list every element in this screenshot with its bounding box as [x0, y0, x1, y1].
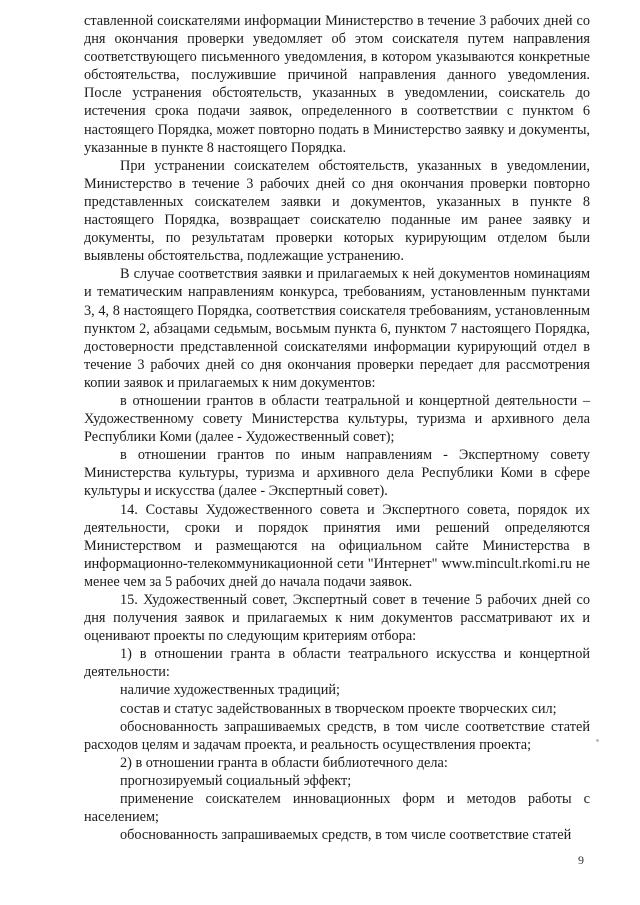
list-item: прогнозируемый социальный эффект; — [120, 772, 352, 789]
paragraph: При устранении соискателем обстоятельств, указанных в уведомлении, Министерство в течение 3 рабочих дней со дня окончания проверки повторно представленных соискателем заявки и документов, указанных в пункте 8 настоящего Порядка, возвращает соискателю поданные им ранее заявку и документы, по результатам проверки которых курирующим отделом были выявлены обстоятельства, подлежащие устранению. — [84, 157, 590, 265]
paragraph-clause-15: 15. Художественный совет, Экспертный совет в течение 5 рабочих дней со дня получения заявок и прилагаемых к ним документов рассматривают их и оценивают проекты по следующим критериям отбора: — [84, 592, 590, 645]
paragraph: в отношении грантов в области театральной и концертной деятельности – Художественному совету Министерства культуры, туризма и архивного дела Республики Коми (далее - Художественный совет); — [84, 392, 590, 446]
list-item: состав и статус задействованных в творческом проекте творческих сил; — [120, 700, 557, 717]
list-item: 1) в отношении гранта в области театрального искусства и концертной деятельности: — [84, 646, 590, 681]
list-item: наличие художественных традиций; — [120, 682, 340, 699]
page-number: 9 — [578, 853, 584, 867]
list-item: обоснованность запрашиваемых средств, в том числе соответствие статей расходов целям и задачам проекта, и реальность осуществления проекта; — [84, 718, 590, 753]
document-body — [84, 12, 590, 844]
scan-speck — [596, 739, 599, 742]
paragraph: в отношении грантов по иным направлениям - Экспертному совету Министерства культуры, туризма и архивного дела Республики Коми в сфере культуры и искусства (далее - Экспертный совет). — [84, 447, 590, 500]
paragraph-continuation: ставленной соискателями информации Министерство в течение 3 рабочих дней со дня окончания проверки уведомляет об этом соискателя путем направления соответствующего письменного уведомления, в котором указываются конкретные обстоятельства, послужившие причиной направления данного уведомления. После устранения обстоятельств, указанных в уведомлении, соискатель до истечения срока подачи заявок, определенного в соответствии с пунктом 6 настоящего Порядка, может повторно подать в Министерство заявку и документы, указанные в пункте 8 настоящего Порядка. — [84, 13, 590, 156]
list-item: применение соискателем инновационных форм и методов работы с населением; — [84, 791, 590, 826]
paragraph-clause-14: 14. Составы Художественного совета и Экспертного совета, порядок их деятельности, сроки и порядок принятия ими решений определяются Министерством и размещаются на официальном сайте Министерства в информационно-телекоммуникационной сети "Интернет" www.mincult.rkomi.ru не менее чем за 5 рабочих дней до начала подачи заявок. — [84, 501, 590, 590]
list-item: 2) в отношении гранта в области библиотечного дела: — [120, 754, 448, 771]
list-item: обоснованность запрашиваемых средств, в том числе соответствие статей — [120, 827, 572, 844]
paragraph: В случае соответствия заявки и прилагаемых к ней документов номинациям и тематическим направлениям конкурса, требованиям, установленным пунктами 3, 4, 8 настоящего Порядка, соответствия соискателя требованиям, установленным пунктом 2, абзацами седьмым, восьмым пункта 6, пунктом 7 настоящего Порядка, достоверности представленной соискателями информации курирующий отдел в течение 3 рабочих дней со дня окончания проверки передает для рассмотрения копии заявок и прилагаемых к ним документов: — [84, 266, 590, 391]
